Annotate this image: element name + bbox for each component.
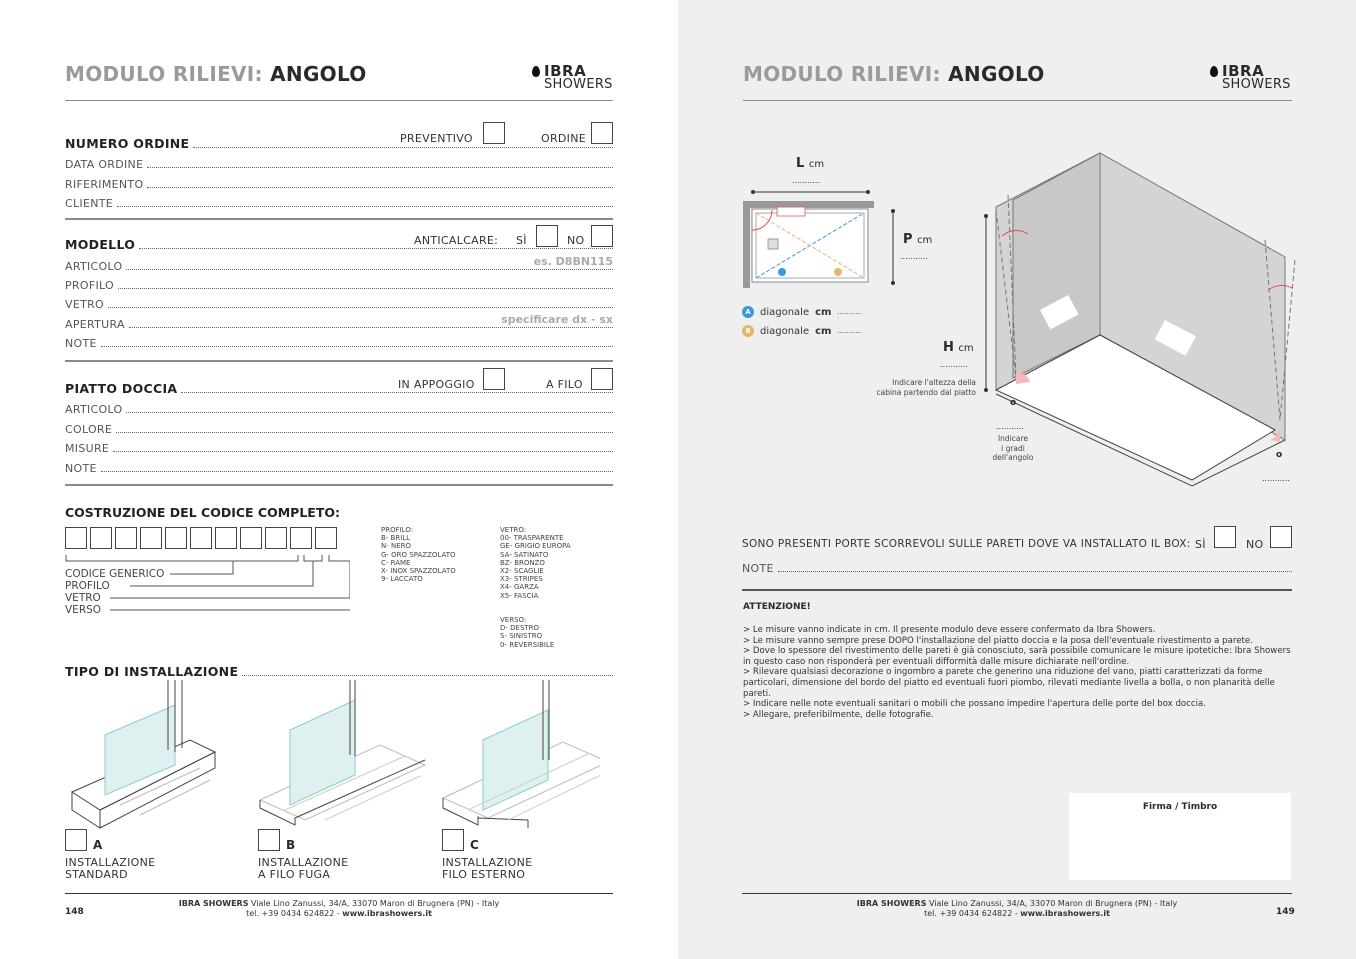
preventivo-label: PREVENTIVO xyxy=(400,132,479,145)
dotted-line xyxy=(778,568,1292,572)
diag-a-badge: A xyxy=(742,306,754,318)
ordine-checkbox[interactable] xyxy=(591,122,613,144)
footer-rule xyxy=(65,893,613,894)
code-box[interactable] xyxy=(290,527,312,549)
attention-list xyxy=(743,625,1293,720)
logo-line1: IBRA xyxy=(544,62,587,80)
attention-item: > Dove lo spessore del rivestimento delle pareti è già conosciuto, sarà possibile comunicare le misure ipotetiche: Ibra Showers in questo caso non risponderà per eventuali difformità dalle misure dichiarate nell'ordine. xyxy=(743,646,1291,667)
field-label: ARTICOLO xyxy=(65,260,123,273)
footer-brand: IBRA SHOWERS xyxy=(856,899,927,908)
dotted-line xyxy=(147,184,613,188)
footer-tel: tel. +39 0434 624822 - xyxy=(924,909,1021,918)
si-label: SÌ xyxy=(1195,538,1206,551)
diagonale-label: diagonale xyxy=(760,306,810,318)
diagonal-a-field[interactable] xyxy=(742,306,862,318)
field-label: MISURE xyxy=(65,442,110,455)
unit: cm xyxy=(815,306,832,318)
signature-box[interactable] xyxy=(1069,793,1291,880)
diagonale-label: diagonale xyxy=(760,325,810,337)
anticalcare-no-label: NO xyxy=(563,234,589,247)
cliente-field[interactable] xyxy=(65,196,613,210)
misure-field[interactable] xyxy=(65,441,613,455)
dotted-line xyxy=(126,255,613,270)
field-label: NOTE xyxy=(65,337,97,350)
attention-title: ATTENZIONE! xyxy=(743,602,811,612)
code-box[interactable] xyxy=(115,527,137,549)
installation-c-illustration xyxy=(443,680,600,828)
code-box[interactable] xyxy=(240,527,262,549)
colore-field[interactable] xyxy=(65,422,613,436)
dots: ........... xyxy=(837,327,862,335)
installazione-b-checkbox[interactable] xyxy=(258,829,280,851)
anticalcare-si-label: SÌ xyxy=(512,234,531,247)
in-appoggio-checkbox[interactable] xyxy=(483,368,505,390)
option-letter: C xyxy=(470,838,479,852)
footer-address-text: Viale Lino Zanussi, 34/A, 33070 Maron di Brugnera (PN) - Italy xyxy=(248,899,500,908)
a-filo-label: A FILO xyxy=(540,378,589,391)
angle-value-field-2[interactable]: ........... xyxy=(1262,474,1290,483)
dotted-line xyxy=(116,429,613,433)
logo-line1: IBRA xyxy=(1222,62,1265,80)
riferimento-field[interactable] xyxy=(65,177,613,191)
logo-line2: SHOWERS xyxy=(1222,77,1291,92)
part-verso: VERSO xyxy=(65,604,102,616)
title-prefix: MODULO RILIEVI: xyxy=(65,62,263,86)
dotted-line xyxy=(147,164,613,168)
anticalcare-si-checkbox[interactable] xyxy=(536,225,558,247)
drop-icon xyxy=(532,66,540,77)
installazione-b-label xyxy=(258,857,348,881)
option-letter: B xyxy=(286,838,296,852)
note-field[interactable] xyxy=(65,336,613,350)
si-checkbox[interactable] xyxy=(1214,526,1236,548)
divider xyxy=(743,100,1292,101)
profilo-legend: PROFILO: B- BRILL N- NERO G- ORO SPAZZOLATO C- RAME X- INOX SPAZZOLATO 9- LACCATO xyxy=(381,526,456,584)
code-box[interactable] xyxy=(215,527,237,549)
code-box[interactable] xyxy=(315,527,337,549)
anticalcare-no-checkbox[interactable] xyxy=(591,225,613,247)
field-label: NUMERO ORDINE xyxy=(65,136,190,151)
articolo-hint: es. D8BN115 xyxy=(531,255,613,268)
degree-mark: o xyxy=(1010,398,1017,408)
apertura-hint: specificare dx - sx xyxy=(498,313,613,326)
label-line: INSTALLAZIONE xyxy=(442,856,533,869)
field-label: COLORE xyxy=(65,423,113,436)
footer-tel: tel. +39 0434 624822 - xyxy=(246,909,343,918)
logo-line2: SHOWERS xyxy=(544,77,613,92)
part-profilo: PROFILO xyxy=(65,580,110,592)
attention-item: > Rilevare qualsiasi decorazione o ingombro a parete che generino una riduzione del vano, piatti caratterizzati da forme particolari, dimensione del bordo del piatto ed eventuali fuori piombo, rilevati mediante livella a bolla, o non planarità delle pareti. xyxy=(743,667,1275,699)
label-line: INSTALLAZIONE xyxy=(65,856,156,869)
installazione-c-label xyxy=(442,857,532,881)
unit: cm xyxy=(958,343,974,354)
footer-address-text: Viale Lino Zanussi, 34/A, 33070 Maron di Brugnera (PN) - Italy xyxy=(926,899,1178,908)
title-prefix: MODULO RILIEVI: xyxy=(743,62,941,86)
sliding-doors-question: SONO PRESENTI PORTE SCORREVOLI SULLE PARETI DOVE VA INSTALLATO IL BOX: xyxy=(742,538,1191,550)
footer-website-link[interactable]: www.ibrashowers.it xyxy=(1020,909,1110,918)
l-label xyxy=(796,156,824,171)
in-appoggio-label: IN APPOGGIO xyxy=(394,378,481,391)
divider xyxy=(65,100,613,101)
footer-brand: IBRA SHOWERS xyxy=(178,899,249,908)
divider xyxy=(742,589,1292,591)
field-label: NOTE xyxy=(65,462,97,475)
articolo-field[interactable] xyxy=(65,255,613,273)
page-number: 149 xyxy=(1276,907,1295,917)
footer-address xyxy=(857,899,1177,919)
part-codice-generico: CODICE GENERICO xyxy=(65,568,165,580)
tipo-installazione-heading xyxy=(65,665,613,679)
code-box[interactable] xyxy=(165,527,187,549)
page-number: 148 xyxy=(65,907,84,917)
angle-note: Indicare i gradi dell'angolo xyxy=(992,434,1034,462)
p-letter: P xyxy=(903,232,913,247)
codice-title: COSTRUZIONE DEL CODICE COMPLETO: xyxy=(65,505,340,520)
unit: cm xyxy=(808,159,825,170)
footer-website-link[interactable]: www.ibrashowers.it xyxy=(342,909,432,918)
code-box[interactable] xyxy=(265,527,287,549)
code-box[interactable] xyxy=(190,527,212,549)
part-vetro: VETRO xyxy=(65,592,101,604)
note-field[interactable] xyxy=(742,561,1292,575)
code-box[interactable] xyxy=(90,527,112,549)
h-letter: H xyxy=(943,340,954,355)
attention-item: > Le misure vanno sempre prese DOPO l'installazione del piatto doccia e la posa dell'eventuale rivestimento a parete. xyxy=(743,635,1253,646)
footer-rule xyxy=(742,893,1292,894)
numero-ordine-field[interactable] xyxy=(65,137,613,151)
divider xyxy=(65,360,613,362)
unit: cm xyxy=(815,325,832,337)
divider xyxy=(65,218,613,220)
label-line: FILO ESTERNO xyxy=(442,868,526,881)
p-value-field[interactable]: ........... xyxy=(900,252,928,261)
dotted-line xyxy=(101,343,613,347)
option-letter: A xyxy=(93,838,103,852)
title-main: ANGOLO xyxy=(948,62,1045,86)
dotted-line xyxy=(101,468,613,472)
no-label: NO xyxy=(1246,538,1264,551)
field-label: PIATTO DOCCIA xyxy=(65,381,178,396)
footer-address xyxy=(179,899,499,919)
piatto-doccia-field[interactable] xyxy=(65,382,613,396)
installation-illustrations xyxy=(60,680,600,830)
field-label: TIPO DI INSTALLAZIONE xyxy=(65,664,239,679)
p-label xyxy=(903,232,932,247)
installation-a-illustration xyxy=(72,680,215,828)
divider xyxy=(65,484,613,486)
field-label: DATA ORDINE xyxy=(65,158,144,171)
label-line: A FILO FUGA xyxy=(258,868,331,881)
dotted-line xyxy=(117,203,613,207)
label-line: INSTALLAZIONE xyxy=(258,856,349,869)
dotted-line xyxy=(118,285,613,289)
no-checkbox[interactable] xyxy=(1270,526,1292,548)
angle-value-field[interactable]: ........... xyxy=(996,422,1024,431)
field-label: APERTURA xyxy=(65,318,125,331)
code-box[interactable] xyxy=(65,527,87,549)
installazione-a-checkbox[interactable] xyxy=(65,829,87,851)
h-label xyxy=(943,340,974,355)
diag-b-badge: B xyxy=(742,325,754,337)
anticalcare-label: ANTICALCARE: xyxy=(410,234,502,247)
vetro-field[interactable] xyxy=(65,297,613,311)
l-letter: L xyxy=(796,156,805,171)
attention-item: > Le misure vanno indicate in cm. Il presente modulo deve essere confermato da Ibra Showers. xyxy=(743,625,1156,635)
dotted-line xyxy=(108,304,613,308)
field-label: PROFILO xyxy=(65,279,115,292)
l-value-field[interactable]: ........... xyxy=(792,176,820,185)
field-label: VETRO xyxy=(65,298,104,311)
h-note: Indicare l'altezza della cabina partendo dal piatto xyxy=(876,378,976,397)
ordine-label: ORDINE xyxy=(535,132,592,145)
dotted-line xyxy=(242,672,613,676)
h-value-field[interactable]: ........... xyxy=(940,360,968,369)
title-main: ANGOLO xyxy=(270,62,367,86)
data-ordine-field[interactable] xyxy=(65,157,613,171)
profilo-field[interactable] xyxy=(65,278,613,292)
field-label: RIFERIMENTO xyxy=(65,178,144,191)
label-line: STANDARD xyxy=(65,868,128,881)
field-label: NOTE xyxy=(742,562,774,575)
page-title xyxy=(743,62,1045,86)
vetro-legend: VETRO: 00- TRASPARENTE GE- GRIGIO EUROPA SA- SATINATO BZ- BRONZO X2- SCAGLIE X3- STRIPES X4- GARZA X5- FASCIA xyxy=(500,526,571,600)
diagonal-b-field[interactable] xyxy=(742,325,862,337)
piatto-articolo-field[interactable] xyxy=(65,402,613,416)
code-box[interactable] xyxy=(140,527,162,549)
dotted-line xyxy=(126,409,613,413)
preventivo-checkbox[interactable] xyxy=(483,122,505,144)
unit: cm xyxy=(917,235,933,246)
field-label: ARTICOLO xyxy=(65,403,123,416)
dotted-line xyxy=(113,448,613,452)
dotted-line xyxy=(129,313,613,328)
attention-item: > Indicare nelle note eventuali sanitari o mobili che possano impedire l'apertura delle porte del box doccia. xyxy=(743,699,1207,710)
installazione-a-label xyxy=(65,857,155,881)
dots: ........... xyxy=(837,308,862,316)
page-title xyxy=(65,62,367,86)
a-filo-checkbox[interactable] xyxy=(591,368,613,390)
field-label: CLIENTE xyxy=(65,197,114,210)
code-parts xyxy=(65,568,164,616)
ibra-logo xyxy=(1210,64,1291,92)
verso-legend: VERSO: D- DESTRO S- SINISTRO 0- REVERSIBILE xyxy=(500,616,555,649)
signature-label: Firma / Timbro xyxy=(1142,802,1218,812)
drop-icon xyxy=(1210,66,1218,77)
apertura-field[interactable] xyxy=(65,313,613,331)
installation-b-illustration xyxy=(260,680,425,825)
ibra-logo xyxy=(532,64,613,92)
installazione-c-checkbox[interactable] xyxy=(442,829,464,851)
code-boxes xyxy=(65,527,337,549)
degree-mark: o xyxy=(1276,450,1283,460)
piatto-note-field[interactable] xyxy=(65,461,613,475)
field-label: MODELLO xyxy=(65,237,136,252)
attention-item: > Allegare, preferibilmente, delle fotografie. xyxy=(743,709,934,720)
